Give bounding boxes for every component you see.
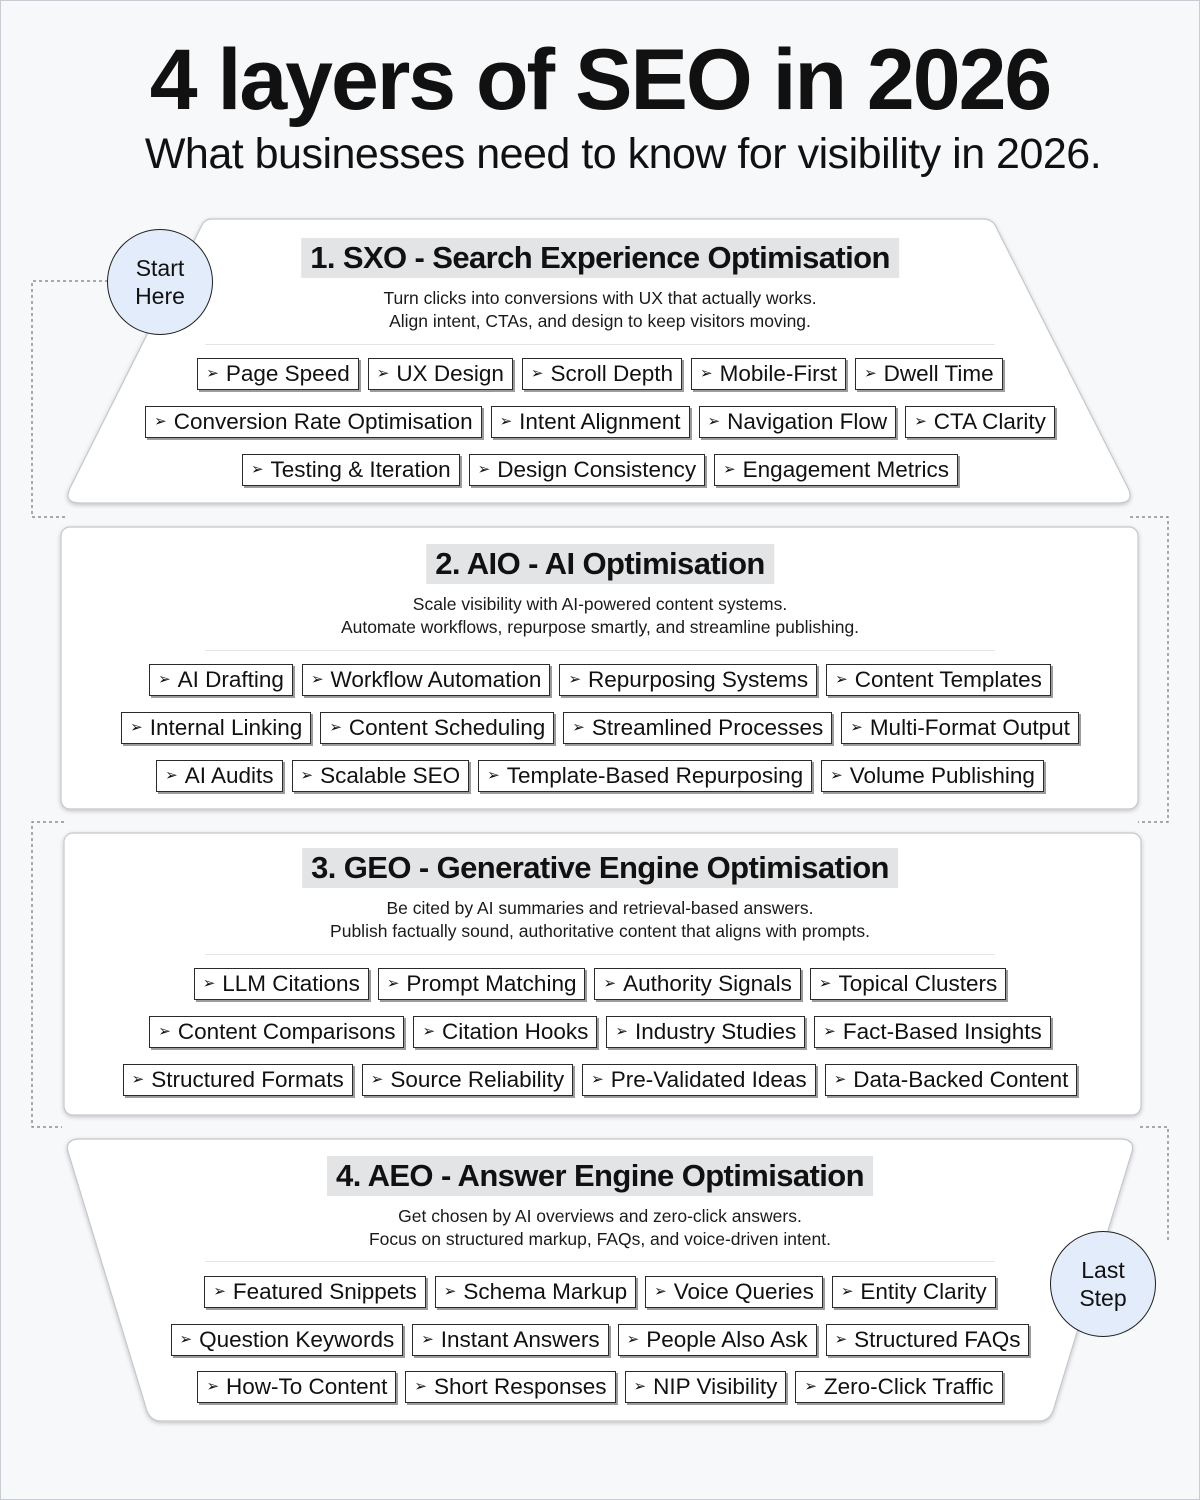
arrow-right-icon: ➢ bbox=[707, 413, 721, 430]
layer-description-line: Scale visibility with AI-powered content systems. bbox=[412, 594, 788, 614]
tag-label: NIP Visibility bbox=[653, 1374, 778, 1399]
arrow-right-icon: ➢ bbox=[615, 1023, 628, 1040]
tag bbox=[691, 358, 846, 390]
arrow-right-icon: ➢ bbox=[130, 719, 143, 736]
arrow-right-icon: ➢ bbox=[310, 671, 324, 688]
tag bbox=[821, 760, 1044, 792]
tag-label: Fact-Based Insights bbox=[842, 1019, 1042, 1044]
tag-label: Multi-Format Output bbox=[869, 715, 1070, 740]
tag-label: Source Reliability bbox=[390, 1067, 565, 1092]
arrow-right-icon: ➢ bbox=[421, 1331, 434, 1348]
arrow-right-icon: ➢ bbox=[834, 1331, 848, 1348]
tag-label: Conversion Rate Optimisation bbox=[173, 409, 473, 434]
arrow-right-icon: ➢ bbox=[131, 1071, 145, 1088]
arrow-right-icon: ➢ bbox=[591, 1071, 604, 1088]
tag-label: LLM Citations bbox=[222, 971, 360, 996]
layer-description-line: Get chosen by AI overviews and zero-click answers. bbox=[398, 1206, 802, 1226]
tag-label: AI Drafting bbox=[177, 667, 284, 692]
last-step-badge bbox=[1050, 1231, 1156, 1337]
tag-label: Zero-Click Traffic bbox=[823, 1374, 994, 1399]
layer-description-line: Align intent, CTAs, and design to keep visitors moving. bbox=[389, 311, 811, 331]
tag bbox=[491, 406, 690, 438]
badge-label-line: Step bbox=[1079, 1285, 1127, 1311]
tag bbox=[825, 1064, 1078, 1096]
tag-label: Pre-Validated Ideas bbox=[610, 1067, 807, 1092]
tag-label: Internal Linking bbox=[149, 715, 303, 740]
tag bbox=[795, 1371, 1002, 1403]
arrow-right-icon: ➢ bbox=[804, 1378, 817, 1395]
arrow-right-icon: ➢ bbox=[179, 1331, 193, 1348]
arrow-right-icon: ➢ bbox=[568, 671, 582, 688]
tag-label: Structured Formats bbox=[151, 1067, 344, 1092]
arrow-right-icon: ➢ bbox=[833, 1071, 847, 1088]
tag-label: People Also Ask bbox=[646, 1327, 808, 1352]
tag bbox=[368, 358, 513, 390]
tag bbox=[378, 968, 586, 1000]
tag bbox=[435, 1276, 636, 1308]
arrow-right-icon: ➢ bbox=[158, 671, 171, 688]
tag bbox=[123, 1064, 353, 1096]
arrow-right-icon: ➢ bbox=[414, 1378, 427, 1395]
tag-label: Intent Alignment bbox=[519, 409, 681, 434]
tag-label: Instant Answers bbox=[440, 1327, 600, 1352]
badge-label-line: Here bbox=[135, 283, 185, 309]
tag-row bbox=[0, 759, 1200, 793]
arrow-right-icon: ➢ bbox=[300, 767, 314, 784]
tag-row bbox=[0, 1323, 1200, 1357]
tag bbox=[606, 1016, 805, 1048]
tag-row bbox=[0, 453, 1200, 487]
arrow-right-icon: ➢ bbox=[477, 461, 491, 478]
arrow-right-icon: ➢ bbox=[626, 1331, 640, 1348]
tag bbox=[362, 1064, 573, 1096]
tag-row bbox=[0, 967, 1200, 1001]
tag bbox=[242, 454, 460, 486]
arrow-right-icon: ➢ bbox=[165, 767, 178, 784]
tag-label: Schema Markup bbox=[463, 1279, 628, 1304]
tag bbox=[320, 712, 554, 744]
badge-label-line: Last bbox=[1081, 1257, 1125, 1283]
tag-label: Content Scheduling bbox=[348, 715, 546, 740]
tag bbox=[699, 406, 897, 438]
tag-label: Engagement Metrics bbox=[742, 457, 950, 482]
tag bbox=[814, 1016, 1050, 1048]
tag-label: Design Consistency bbox=[497, 457, 697, 482]
tag bbox=[826, 1324, 1030, 1356]
tag-row bbox=[0, 1370, 1200, 1404]
arrow-right-icon: ➢ bbox=[386, 975, 400, 992]
arrow-right-icon: ➢ bbox=[835, 671, 848, 688]
tag-label: Industry Studies bbox=[634, 1019, 797, 1044]
arrow-right-icon: ➢ bbox=[823, 1023, 836, 1040]
tag-row bbox=[0, 663, 1200, 697]
layer-description-line: Turn clicks into conversions with UX that actually works. bbox=[383, 288, 817, 308]
page-title: 4 layers of SEO in 2026 bbox=[149, 32, 1051, 128]
start-here-badge bbox=[107, 229, 213, 335]
tag-label: Repurposing Systems bbox=[588, 667, 809, 692]
arrow-right-icon: ➢ bbox=[723, 461, 736, 478]
arrow-right-icon: ➢ bbox=[572, 719, 585, 736]
layer-description-line: Focus on structured markup, FAQs, and voice-driven intent. bbox=[368, 1229, 831, 1249]
tag-label: Dwell Time bbox=[883, 361, 994, 386]
tag bbox=[645, 1276, 823, 1308]
tag-label: Navigation Flow bbox=[727, 409, 888, 434]
tag bbox=[594, 968, 800, 1000]
tag-label: Content Comparisons bbox=[177, 1019, 396, 1044]
layer-description-line: Be cited by AI summaries and retrieval-based answers. bbox=[386, 898, 814, 918]
tag bbox=[563, 712, 832, 744]
tag-row bbox=[0, 1015, 1200, 1049]
tag bbox=[855, 358, 1003, 390]
tag bbox=[810, 968, 1006, 1000]
tag bbox=[145, 406, 481, 438]
tag-label: Scroll Depth bbox=[550, 361, 673, 386]
tag-label: Question Keywords bbox=[199, 1327, 395, 1352]
layer-title: 3. GEO - Generative Engine Optimisation bbox=[302, 848, 898, 888]
tag bbox=[405, 1371, 615, 1403]
arrow-right-icon: ➢ bbox=[499, 413, 513, 430]
tag-label: Prompt Matching bbox=[406, 971, 577, 996]
arrow-right-icon: ➢ bbox=[206, 365, 219, 382]
tag bbox=[618, 1324, 817, 1356]
layer-description-line: Publish factually sound, authoritative content that aligns with prompts. bbox=[330, 921, 870, 941]
arrow-right-icon: ➢ bbox=[443, 1283, 457, 1300]
arrow-right-icon: ➢ bbox=[864, 365, 877, 382]
tag bbox=[197, 1371, 396, 1403]
tag-label: Streamlined Processes bbox=[591, 715, 824, 740]
tag-label: Featured Snippets bbox=[232, 1279, 417, 1304]
page-subtitle: What businesses need to know for visibility in 2026. bbox=[144, 130, 1102, 178]
tag bbox=[559, 664, 817, 696]
tag bbox=[149, 1016, 404, 1048]
tag-label: Citation Hooks bbox=[442, 1019, 589, 1044]
arrow-right-icon: ➢ bbox=[914, 413, 927, 430]
tag bbox=[292, 760, 470, 792]
tag bbox=[826, 664, 1051, 696]
tag-label: Content Templates bbox=[854, 667, 1042, 692]
tag bbox=[194, 968, 369, 1000]
arrow-right-icon: ➢ bbox=[370, 1071, 384, 1088]
divider bbox=[205, 1261, 995, 1262]
divider bbox=[205, 650, 995, 651]
tag bbox=[413, 1016, 597, 1048]
layer-title: 2. AIO - AI Optimisation bbox=[426, 544, 774, 584]
tag-label: Data-Backed Content bbox=[853, 1067, 1069, 1092]
arrow-right-icon: ➢ bbox=[213, 1283, 226, 1300]
arrow-right-icon: ➢ bbox=[654, 1283, 667, 1300]
tag-label: AI Audits bbox=[184, 763, 274, 788]
tag bbox=[156, 760, 282, 792]
tag bbox=[204, 1276, 425, 1308]
arrow-right-icon: ➢ bbox=[329, 719, 342, 736]
arrow-right-icon: ➢ bbox=[487, 767, 500, 784]
tag-label: Template-Based Repurposing bbox=[506, 763, 804, 788]
arrow-right-icon: ➢ bbox=[250, 461, 264, 478]
tag bbox=[121, 712, 311, 744]
tag-label: Authority Signals bbox=[623, 971, 792, 996]
tag-row bbox=[0, 1275, 1200, 1309]
tag-label: Voice Queries bbox=[673, 1279, 814, 1304]
tag bbox=[832, 1276, 996, 1308]
layer-description-line: Automate workflows, repurpose smartly, and streamline publishing. bbox=[340, 617, 860, 637]
arrow-right-icon: ➢ bbox=[206, 1378, 220, 1395]
divider bbox=[205, 954, 995, 955]
tag bbox=[478, 760, 812, 792]
tag bbox=[412, 1324, 608, 1356]
arrow-right-icon: ➢ bbox=[633, 1378, 647, 1395]
arrow-right-icon: ➢ bbox=[840, 1283, 854, 1300]
arrow-right-icon: ➢ bbox=[376, 365, 390, 382]
tag-label: CTA Clarity bbox=[933, 409, 1046, 434]
arrow-right-icon: ➢ bbox=[603, 975, 617, 992]
tag-label: Volume Publishing bbox=[849, 763, 1035, 788]
tag bbox=[522, 358, 682, 390]
tag bbox=[582, 1064, 816, 1096]
tag-label: UX Design bbox=[396, 361, 504, 386]
tag bbox=[625, 1371, 787, 1403]
tag bbox=[469, 454, 705, 486]
tag-label: Testing & Iteration bbox=[270, 457, 451, 482]
tag bbox=[714, 454, 958, 486]
tag-label: Short Responses bbox=[433, 1374, 607, 1399]
arrow-right-icon: ➢ bbox=[422, 1023, 436, 1040]
tag-label: Workflow Automation bbox=[330, 667, 542, 692]
tag bbox=[841, 712, 1079, 744]
tag-row bbox=[0, 711, 1200, 745]
tag-label: Structured FAQs bbox=[854, 1327, 1021, 1352]
arrow-right-icon: ➢ bbox=[700, 365, 713, 382]
tag-label: Mobile-First bbox=[719, 361, 838, 386]
badge-label-line: Start bbox=[135, 255, 185, 281]
tag-row bbox=[0, 405, 1200, 439]
tag-label: Page Speed bbox=[225, 361, 350, 386]
tag-row bbox=[0, 1063, 1200, 1097]
arrow-right-icon: ➢ bbox=[530, 365, 544, 382]
arrow-right-icon: ➢ bbox=[850, 719, 863, 736]
tag-label: How-To Content bbox=[226, 1374, 388, 1399]
arrow-right-icon: ➢ bbox=[154, 413, 167, 430]
tag bbox=[171, 1324, 404, 1356]
layer-title: 4. AEO - Answer Engine Optimisation bbox=[327, 1156, 873, 1196]
tag-label: Entity Clarity bbox=[860, 1279, 987, 1304]
arrow-right-icon: ➢ bbox=[818, 975, 832, 992]
tag bbox=[302, 664, 551, 696]
layer-title: 1. SXO - Search Experience Optimisation bbox=[301, 238, 899, 278]
tag-label: Topical Clusters bbox=[838, 971, 998, 996]
tag bbox=[905, 406, 1055, 438]
tag-row bbox=[0, 357, 1200, 391]
arrow-right-icon: ➢ bbox=[202, 975, 216, 992]
tag bbox=[197, 358, 358, 390]
divider bbox=[205, 344, 995, 345]
arrow-right-icon: ➢ bbox=[830, 767, 843, 784]
tag-label: Scalable SEO bbox=[320, 763, 461, 788]
arrow-right-icon: ➢ bbox=[158, 1023, 171, 1040]
tag bbox=[149, 664, 293, 696]
